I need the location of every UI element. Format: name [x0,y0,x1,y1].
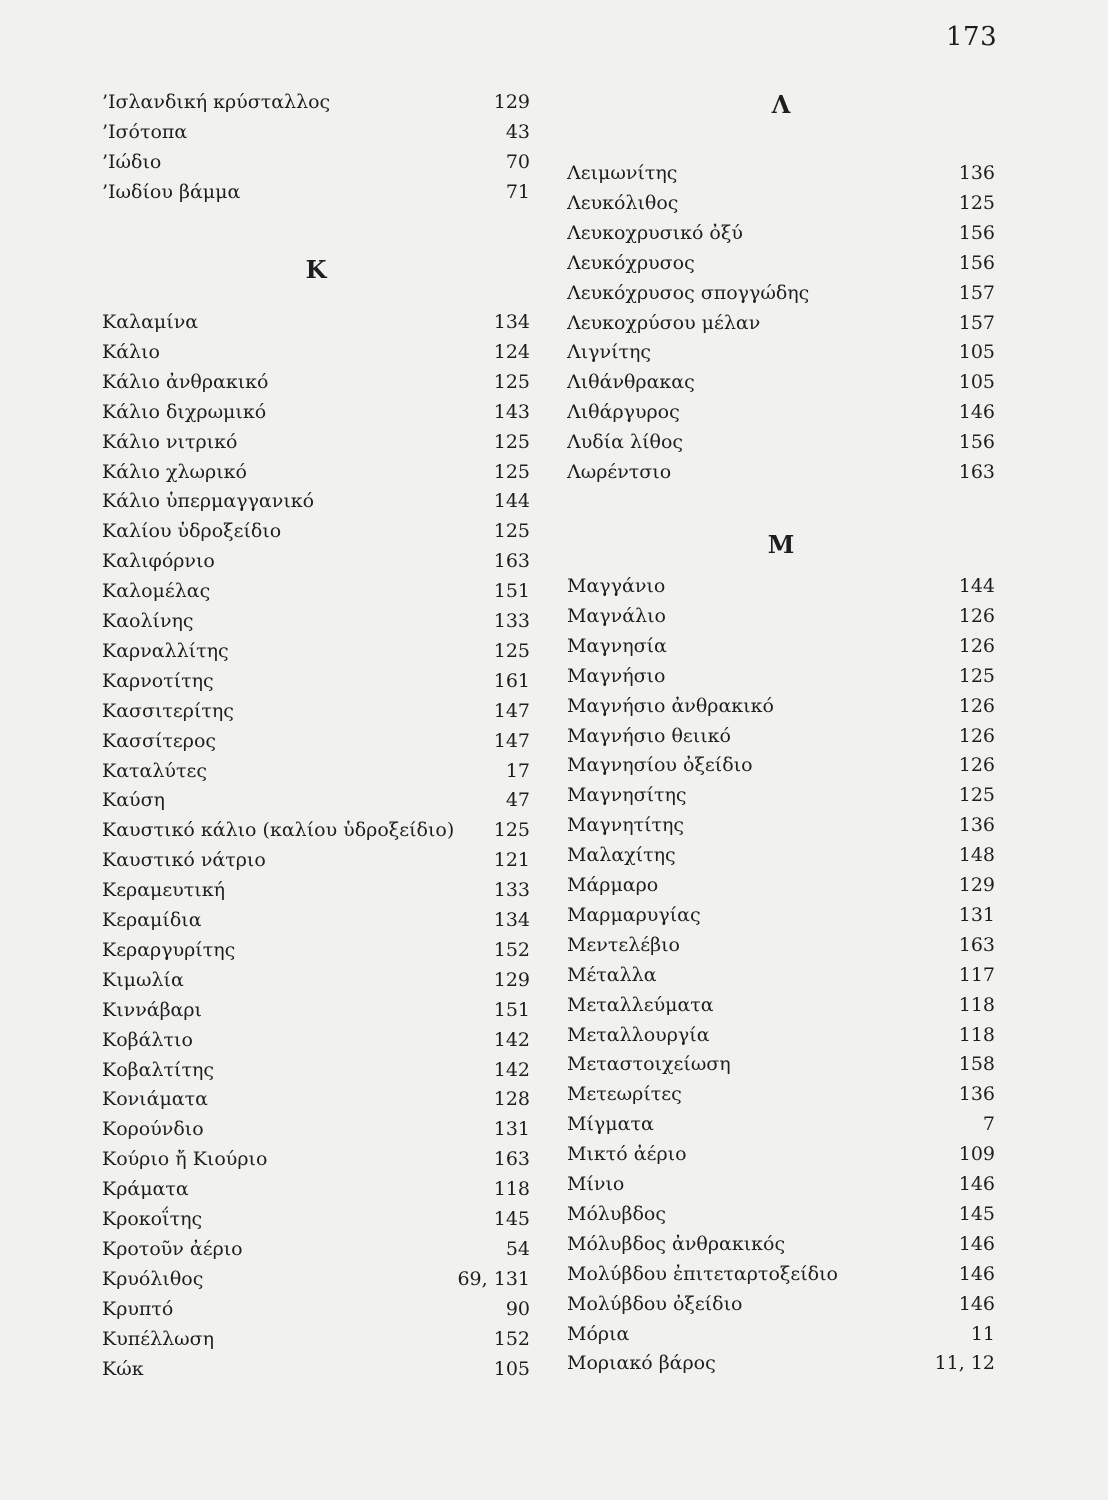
index-entry [102,1144,530,1174]
index-entry [102,397,530,427]
index-page-numbers: 125 [493,460,530,483]
index-page-numbers: 148 [958,844,995,867]
index-term: Μόλυβδος [567,1202,666,1225]
index-entry [102,117,530,147]
index-page-numbers: 163 [493,1148,530,1171]
index-term: Μόρια [567,1322,630,1345]
index-entry [102,147,530,177]
index-page-numbers: 151 [493,998,530,1021]
index-term: Καύση [102,789,165,812]
index-entry [567,427,995,457]
index-term: Καλίου ὑδροξείδιο [102,520,282,543]
index-term: Μαγνησίτης [567,784,687,807]
index-page-numbers: 156 [958,431,995,454]
index-page-numbers: 109 [958,1143,995,1166]
index-entry [102,1174,530,1204]
index-term: Καυστικό νάτριο [102,849,266,872]
index-page-numbers: 134 [493,909,530,931]
index-page-numbers: 146 [958,401,995,424]
index-page-numbers: 163 [958,933,995,956]
page-number: 173 [946,22,998,52]
index-entry [102,666,530,696]
index-page-numbers: 125 [493,370,530,393]
index-page-numbers: 105 [958,371,995,394]
index-page-numbers: 129 [958,874,995,896]
index-page-numbers: 128 [493,1088,530,1111]
index-page-numbers: 121 [493,849,530,872]
index-page-numbers: 126 [958,724,995,747]
index-page-numbers: 157 [958,281,995,304]
index-term: Κροκοΐτης [102,1208,203,1230]
index-term: Μικτό ἀέριο [567,1143,687,1166]
index-page-numbers: 126 [958,604,995,627]
index-page-numbers: 117 [958,963,995,986]
index-term: Λυδία λίθος [567,431,684,454]
index-entry [567,278,995,308]
section-letter-l: Λ [771,90,791,119]
index-term: Μαγγάνιο [567,575,666,597]
index-entry [102,367,530,397]
index-page-numbers: 129 [493,91,530,113]
index-term: Μόλυβδος ἀνθρακικός [567,1232,786,1255]
index-page-numbers: 143 [493,400,530,423]
index-term: Μαλαχίτης [567,844,676,867]
index-entry [567,397,995,427]
index-entry [102,337,530,367]
index-term: Λειμωνίτης [567,162,678,184]
index-entry [567,1020,995,1050]
index-entry [567,1139,995,1169]
index-term: Μολύβδου ὀξείδιο [567,1292,743,1315]
index-page-numbers: 142 [493,1028,530,1051]
index-page-numbers: 131 [958,903,995,926]
index-term: Λιθάργυρος [567,401,680,424]
index-term: Κυπέλλωση [102,1327,215,1350]
index-page-numbers: 125 [958,664,995,687]
index-entry [102,1025,530,1055]
section-letter-m: Μ [767,530,795,559]
index-page-numbers: 7 [982,1113,995,1136]
index-entry [102,1114,530,1144]
index-term: Μεταστοιχείωση [567,1053,731,1076]
index-term: Κεραργυρίτης [102,938,236,961]
index-page-numbers: 131 [493,1118,530,1141]
index-entry [102,726,530,756]
index-entry [567,1169,995,1199]
index-page-numbers: 126 [958,754,995,777]
index-term: Μαγνησίου ὀξείδιο [567,754,753,777]
index-term: Κρυπτό [102,1297,174,1320]
index-term: Μολύβδου ἐπιτεταρτοξείδιο [567,1262,838,1285]
index-entry [567,1319,995,1349]
index-entry [567,960,995,990]
section-letter-k: Κ [305,255,327,284]
index-term: Κρυόλιθος [102,1267,204,1290]
index-term: Μαγνάλιο [567,604,666,627]
index-term: Μαγνητίτης [567,814,685,837]
index-term: Κασσιτερίτης [102,699,234,722]
index-page-numbers: 144 [958,575,995,597]
index-term: Κάλιο νιτρικό [102,430,238,453]
index-page-numbers: 146 [958,1262,995,1285]
index-term: Μετεωρίτες [567,1083,682,1106]
index-entry [102,1294,530,1324]
index-page-numbers: 118 [958,1023,995,1046]
index-entry [567,308,995,338]
index-term: Κεραμίδια [102,909,202,931]
index-page-numbers: 125 [493,819,530,842]
index-entry [567,661,995,691]
index-entry [567,691,995,721]
index-term: Καρνοτίτης [102,669,214,692]
index-term: Κοβάλτιο [102,1028,193,1051]
index-entry [567,337,995,367]
index-page-numbers: 90 [505,1297,530,1320]
index-term: Μεταλλεύματα [567,993,714,1016]
index-term: Μαγνήσιο [567,664,666,687]
index-entry [102,1055,530,1085]
index-entry [102,516,530,546]
index-term: ’Ισότοπα [102,120,188,143]
index-page-numbers: 142 [493,1058,530,1081]
index-page-numbers: 151 [493,580,530,603]
index-term: Μεντελέβιο [567,933,680,956]
index-page-numbers: 133 [493,610,530,632]
index-entry [567,1079,995,1109]
index-term: Λευκόχρυσος [567,251,695,274]
index-term: Κάλιο ὑπερμαγγανικό [102,490,315,513]
index-term: Κορούνδιο [102,1118,204,1141]
index-page-numbers: 118 [493,1178,530,1201]
index-page-numbers: 156 [958,221,995,244]
index-entry [102,995,530,1025]
index-term: Λευκόλιθος [567,191,679,214]
index-term: Κούριο ἤ Κιούριο [102,1148,268,1171]
index-entry [567,721,995,751]
index-term: Μοριακό βάρος [567,1352,716,1375]
index-term: Κώκ [102,1357,144,1380]
index-page-numbers: 43 [505,120,530,143]
index-entry [567,930,995,960]
index-term: Κάλιο [102,340,160,363]
index-page-numbers: 147 [493,699,530,722]
index-entry [102,845,530,875]
index-page-numbers: 133 [493,879,530,902]
index-entry [102,307,530,337]
index-term: Κεραμευτική [102,879,225,902]
index-entry [567,900,995,930]
index-term: ’Ισλανδική κρύσταλλος [102,91,331,113]
index-term: Καλομέλας [102,580,211,603]
index-entry [567,248,995,278]
index-entry [102,576,530,606]
index-page-numbers: 105 [958,341,995,364]
index-entry [102,1204,530,1234]
index-entry [567,601,995,631]
index-term: Λευκοχρυσικό ὀξύ [567,221,743,244]
index-entry [567,367,995,397]
index-entry [567,218,995,248]
index-entry [102,815,530,845]
index-entry [102,1264,530,1294]
index-entry [102,1354,530,1384]
index-page-numbers: 69, 131 [457,1267,530,1290]
index-entry [567,1289,995,1319]
index-page-numbers: 118 [958,993,995,1016]
index-term: ’Ιώδιο [102,150,162,173]
index-term: Μάρμαρο [567,874,659,896]
index-page-numbers: 136 [958,1083,995,1106]
index-page-numbers: 105 [493,1357,530,1380]
index-page-numbers: 11 [970,1322,995,1345]
index-term: Καυστικό κάλιο (καλίου ὑδροξείδιο) [102,819,455,842]
index-entry [567,840,995,870]
index-term: Καταλύτες [102,759,207,782]
index-entry [567,1229,995,1259]
index-page-numbers: 71 [505,180,530,203]
index-entry [567,158,995,188]
index-term: Λωρέντσιο [567,461,672,483]
index-entry [567,990,995,1020]
index-page-numbers: 134 [493,311,530,333]
index-entry [102,486,530,516]
index-page-numbers: 129 [493,968,530,991]
index-entry [567,750,995,780]
index-page-numbers: 163 [958,461,995,483]
index-term: ’Ιωδίου βάμμα [102,180,241,203]
index-page-numbers: 145 [493,1208,530,1230]
index-term: Κάλιο ἀνθρακικό [102,370,269,393]
index-entry [102,905,530,935]
index-entry [102,935,530,965]
index-page-numbers: 47 [505,789,530,812]
index-page-numbers: 17 [505,759,530,782]
index-page-numbers: 126 [958,694,995,717]
index-entry [567,1049,995,1079]
index-term: Κροτοῦν ἀέριο [102,1237,243,1260]
index-page-numbers: 136 [958,162,995,184]
index-term: Κιμωλία [102,968,184,991]
index-entry [102,606,530,636]
index-entry [567,810,995,840]
index-entry [102,546,530,576]
index-term: Λιγνίτης [567,341,652,364]
index-term: Κράματα [102,1178,189,1201]
index-page-numbers: 144 [493,490,530,513]
index-entry [567,1109,995,1139]
index-page-numbers: 11, 12 [934,1352,995,1375]
index-entry [567,780,995,810]
index-entry [567,188,995,218]
index-term: Κιννάβαρι [102,998,203,1021]
index-term: Μαγνήσιο ἀνθρακικό [567,694,774,717]
index-entry [567,870,995,900]
index-term: Μεταλλουργία [567,1023,710,1046]
index-entry [102,965,530,995]
index-entry [567,571,995,601]
index-term: Λευκοχρύσου μέλαν [567,311,761,334]
index-term: Κονιάματα [102,1088,208,1111]
index-page-numbers: 126 [958,634,995,657]
index-page-numbers: 145 [958,1202,995,1225]
index-entry [102,875,530,905]
index-page-numbers: 146 [958,1232,995,1255]
index-entry [567,1259,995,1289]
index-term: Καολίνης [102,610,194,632]
index-entry [102,427,530,457]
index-page-numbers: 136 [958,814,995,837]
index-term: Μαγνήσιο θειικό [567,724,731,747]
index-entry [567,1199,995,1229]
index-page-numbers: 158 [958,1053,995,1076]
index-entry [102,1324,530,1354]
index-entry [567,1348,995,1378]
index-page-numbers: 147 [493,729,530,752]
index-page-numbers: 125 [958,191,995,214]
index-term: Μίγματα [567,1113,654,1136]
index-page-numbers: 152 [493,1327,530,1350]
index-page-numbers: 125 [493,520,530,543]
index-term: Καλαμίνα [102,311,199,333]
index-entry [102,457,530,487]
index-page-numbers: 70 [505,150,530,173]
index-entry [102,1234,530,1264]
index-page-numbers: 161 [493,669,530,692]
index-entry [102,696,530,726]
index-page-numbers: 146 [958,1292,995,1315]
index-page-numbers: 125 [493,430,530,453]
index-page-numbers: 125 [958,784,995,807]
index-term: Κάλιο χλωρικό [102,460,247,483]
index-entry [567,631,995,661]
index-term: Κοβαλτίτης [102,1058,214,1081]
index-term: Μίνιο [567,1173,625,1195]
index-entry [102,636,530,666]
index-term: Μαρμαρυγίας [567,903,701,926]
index-page-numbers: 156 [958,251,995,274]
index-term: Μέταλλα [567,963,657,986]
index-entry [102,756,530,786]
index-entry [102,177,530,207]
index-term: Καλιφόρνιο [102,550,215,573]
index-term: Μαγνησία [567,634,667,657]
index-page-numbers: 152 [493,938,530,961]
index-term: Κασσίτερος [102,729,217,752]
index-page-numbers: 125 [493,639,530,662]
index-page-numbers: 157 [958,311,995,334]
index-entry [567,457,995,487]
index-entry [102,785,530,815]
index-term: Λιθάνθρακας [567,371,695,394]
index-entry [102,87,530,117]
index-entry [102,1084,530,1114]
index-page-numbers: 163 [493,550,530,573]
index-page-numbers: 146 [958,1173,995,1195]
index-term: Λευκόχρυσος σπογγώδης [567,281,810,304]
index-term: Καρναλλίτης [102,639,229,662]
index-page-numbers: 54 [505,1237,530,1260]
index-page-numbers: 124 [493,340,530,363]
index-term: Κάλιο διχρωμικό [102,400,267,423]
